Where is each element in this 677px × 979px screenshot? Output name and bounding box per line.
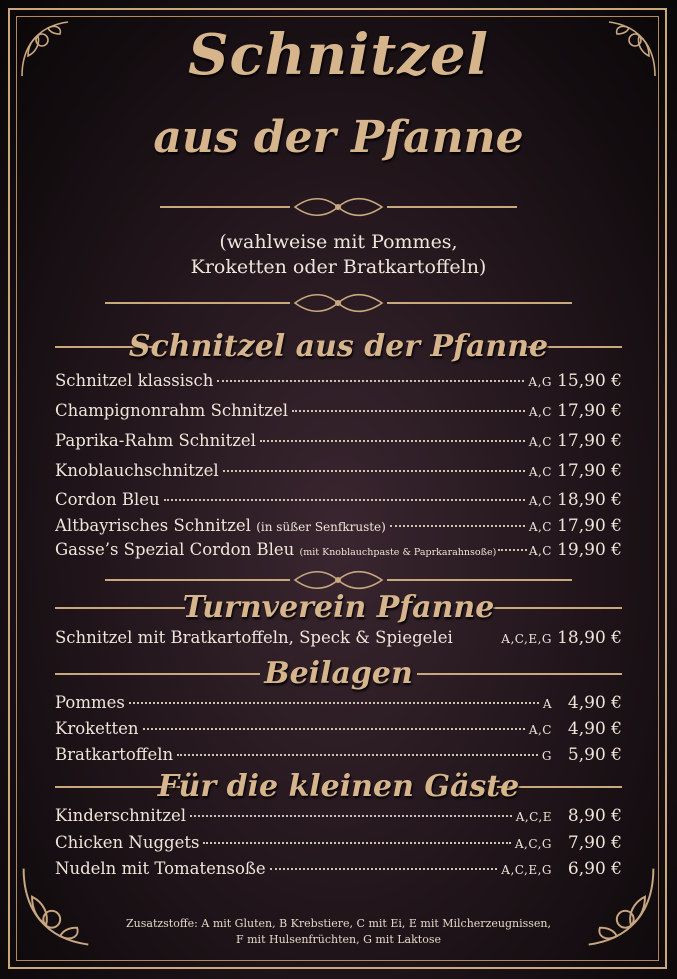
item-allergens: A,G (528, 375, 552, 389)
menu-item (55, 719, 622, 745)
menu-item (55, 859, 622, 885)
menu-item (55, 806, 622, 832)
item-allergens: A,C (528, 520, 552, 534)
section-title-text: Schnitzel aus der Pfanne (128, 329, 549, 364)
dot-leader (390, 525, 525, 527)
title-rule (55, 673, 260, 675)
item-allergens: A,C,E (515, 810, 552, 824)
item-name-with-note (55, 540, 496, 559)
section-title (0, 654, 677, 694)
item-allergens: A,C (528, 723, 552, 737)
item-name: Nudeln mit Tomatensoße (55, 859, 266, 878)
item-allergens: A,C (528, 494, 552, 508)
item-allergens: A,C,G (514, 837, 552, 851)
footer-line: Zusatzstoffe: A mit Gluten, B Krebstiere, C mit Ei, E mit Milcherzeugnissen, (126, 917, 551, 930)
item-price: 7,90 € (567, 833, 622, 853)
menu-item (55, 833, 622, 859)
dot-leader (217, 380, 524, 382)
item-allergens: A,C (528, 544, 552, 558)
dot-leader (164, 499, 525, 501)
item-name: Knoblauchschnitzel (55, 461, 219, 480)
item-price: 18,90 € (557, 490, 622, 510)
menu-item (55, 371, 622, 397)
dot-leader (498, 549, 527, 551)
item-note: (in süßer Senfkruste) (256, 520, 386, 534)
item-name: Altbayrisches Schnitzel (55, 516, 251, 535)
menu-item (55, 540, 622, 566)
item-name: Schnitzel mit Bratkartoffeln, Speck & Spiegelei (55, 628, 453, 647)
item-name-with-note (55, 516, 386, 535)
dot-leader (177, 754, 538, 756)
item-allergens: A,C (528, 435, 552, 449)
note-line: (wahlweise mit Pommes, (219, 231, 458, 253)
section-title (0, 767, 677, 807)
item-name: Chicken Nuggets (55, 833, 200, 852)
ornament-divider-icon (0, 292, 677, 314)
item-name: Schnitzel klassisch (55, 371, 214, 390)
item-allergens: G (541, 749, 552, 763)
item-price: 17,90 € (557, 401, 622, 421)
title-rule (55, 607, 185, 609)
item-name: Pommes (55, 693, 125, 712)
item-price: 19,90 € (557, 540, 622, 560)
item-name: Kroketten (55, 719, 139, 738)
menu-item (55, 693, 622, 719)
item-allergens: A,C,E,G (501, 863, 552, 877)
dot-leader (143, 728, 525, 730)
dot-leader (223, 470, 525, 472)
item-price: 5,90 € (567, 745, 622, 765)
dot-leader (129, 702, 539, 704)
item-price: 17,90 € (557, 431, 622, 451)
item-price: 15,90 € (557, 371, 622, 391)
side-dish-note (0, 230, 677, 280)
item-price: 17,90 € (557, 461, 622, 481)
section-title-text: Turnverein Pfanne (182, 590, 495, 625)
item-note: (mit Knoblauchpaste & Paprkarahnsoße) (299, 547, 497, 558)
dot-leader (203, 842, 510, 844)
menu-title: Schnitzel (188, 22, 489, 88)
note-line: Kroketten oder Bratkartoffeln) (190, 256, 487, 278)
item-name: Cordon Bleu (55, 490, 160, 509)
item-price: 17,90 € (557, 516, 622, 536)
item-allergens: A,C,E,G (501, 632, 552, 646)
item-name: Gasse’s Spezial Cordon Bleu (55, 540, 295, 559)
item-allergens: A,C (528, 465, 552, 479)
allergen-footer (0, 916, 677, 948)
footer-line: F mit Hulsenfrüchten, G mit Laktose (236, 933, 441, 946)
menu-item (55, 628, 622, 654)
section-title (0, 588, 677, 628)
item-name: Bratkartoffeln (55, 745, 174, 764)
item-allergens: A,C (528, 405, 552, 419)
dot-leader (190, 815, 512, 817)
item-name: Kinderschnitzel (55, 806, 187, 825)
section-title-text: Für die kleinen Gäste (157, 769, 520, 804)
dot-leader (260, 440, 525, 442)
menu-item (55, 490, 622, 516)
section-title (0, 327, 677, 367)
item-price: 8,90 € (567, 806, 622, 826)
title-rule (492, 607, 622, 609)
menu-item (55, 516, 622, 542)
dot-leader (292, 410, 525, 412)
menu-item (55, 461, 622, 487)
title-rule (417, 673, 622, 675)
menu-item (55, 401, 622, 427)
item-name: Paprika-Rahm Schnitzel (55, 431, 256, 450)
menu-subtitle: aus der Pfanne (153, 112, 524, 163)
item-name: Champignonrahm Schnitzel (55, 401, 289, 420)
section-title-text: Beilagen (264, 656, 413, 691)
item-price: 18,90 € (557, 628, 622, 648)
dot-leader (270, 868, 498, 870)
menu-item (55, 431, 622, 457)
item-price: 4,90 € (567, 719, 622, 739)
ornament-divider-icon (0, 196, 677, 218)
item-allergens: A (542, 697, 552, 711)
item-price: 6,90 € (567, 859, 622, 879)
item-price: 4,90 € (567, 693, 622, 713)
